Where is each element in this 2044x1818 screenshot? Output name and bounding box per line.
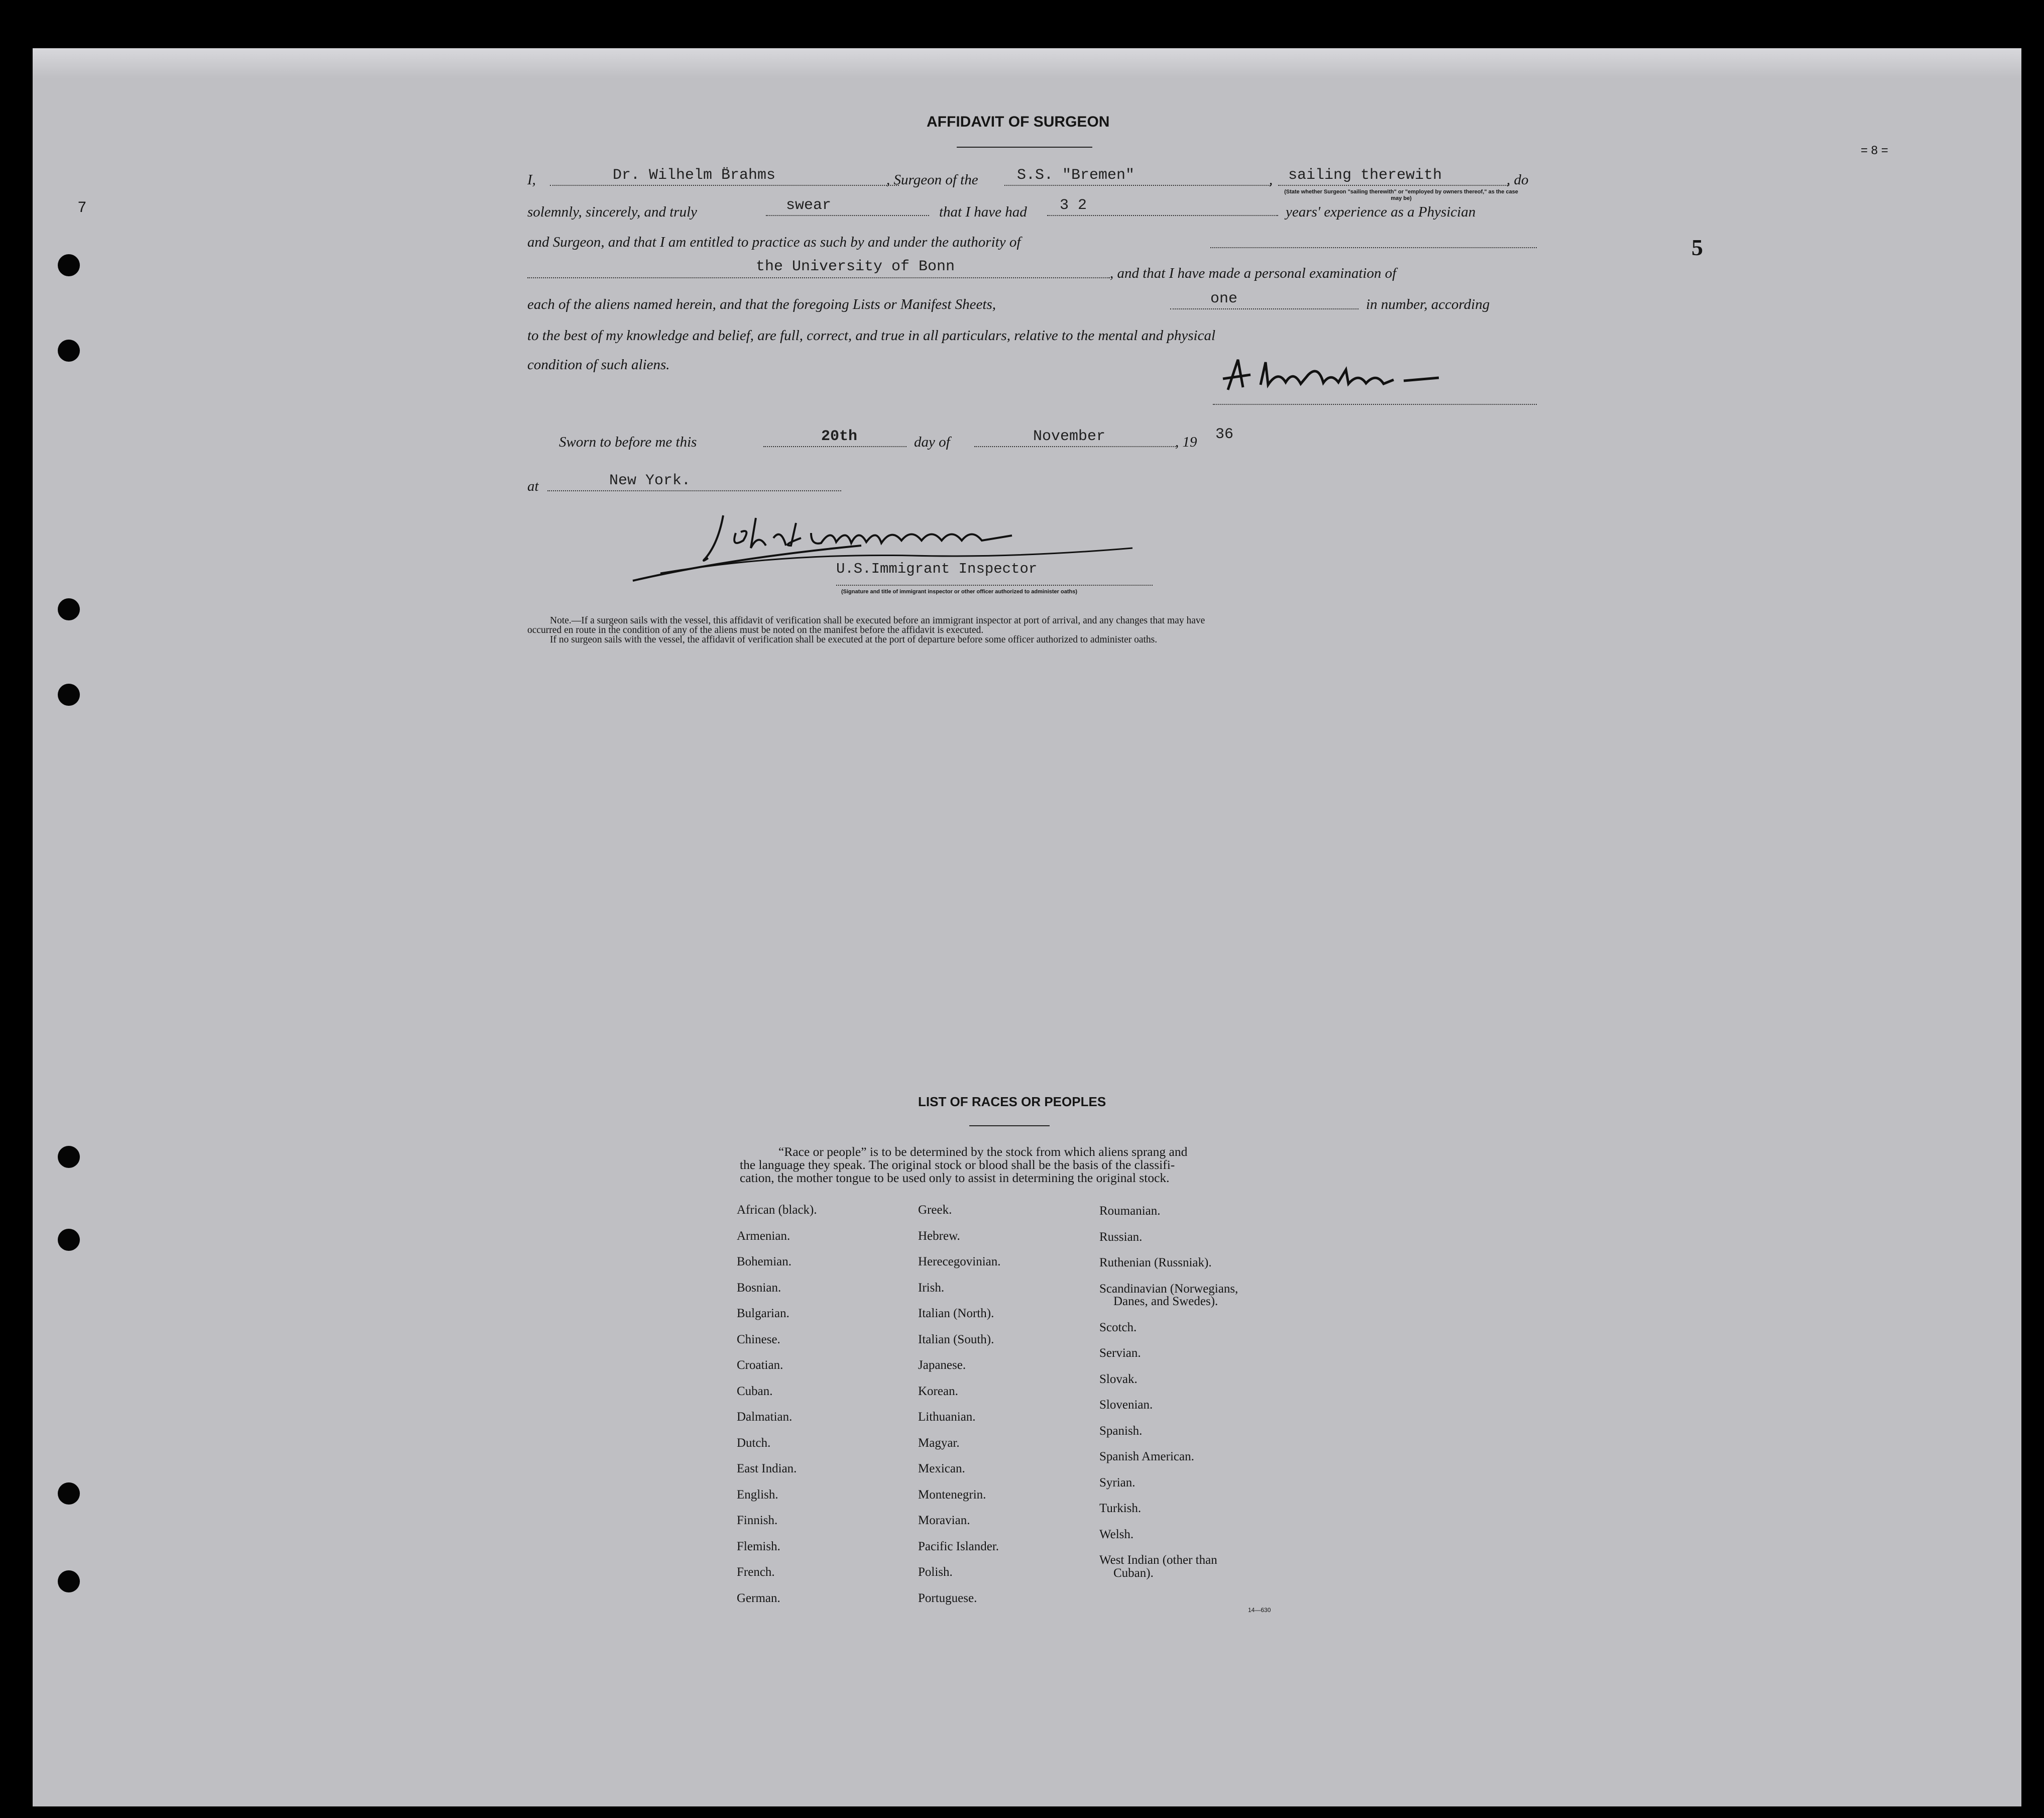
margin-tick: 7: [78, 199, 86, 216]
name-line: [550, 185, 899, 186]
years-exp-label: years' experience as a Physician: [1286, 204, 1476, 220]
punch-hole: [58, 340, 80, 362]
race-item: Scandinavian (Norwegians,: [1099, 1281, 1238, 1296]
oath-word: swear: [786, 197, 832, 214]
race-item: Welsh.: [1099, 1527, 1134, 1541]
surgeon-name: Dr. Wilhelm B̈rahms: [613, 167, 776, 184]
race-item: Lithuanian.: [918, 1410, 976, 1424]
race-item: French.: [737, 1565, 775, 1579]
race-item: Syrian.: [1099, 1475, 1135, 1489]
surgeon-signature: [1213, 350, 1504, 405]
do-label: , do: [1507, 172, 1529, 188]
inspector-caption: (Signature and title of immigrant inspector or other officer authorized to administer oaths): [841, 589, 1077, 595]
swear-line: [766, 215, 929, 216]
punch-hole: [58, 684, 80, 706]
punch-hole: [58, 1570, 80, 1592]
exam-label: , and that I have made a personal examination of: [1110, 265, 1397, 281]
sworn-place: New York.: [609, 472, 691, 489]
pronoun-i: I,: [527, 172, 536, 188]
authority-value: the University of Bonn: [756, 258, 955, 275]
place-line: [547, 490, 841, 491]
race-item: Moravian.: [918, 1514, 970, 1527]
punch-hole: [58, 1146, 80, 1168]
authority-line-2: [527, 277, 1110, 278]
page-number: 5: [1691, 235, 1703, 260]
sailing-caption: (State whether Surgeon "sailing therewith" or "employed by owners thereof," as the case may be): [1284, 189, 1518, 201]
form-code: 14—630: [1248, 1607, 1271, 1614]
race-item: Magyar.: [918, 1436, 960, 1450]
year-suffix: 36: [1215, 426, 1234, 443]
race-item: Montenegrin.: [918, 1487, 986, 1502]
surgeon-of-label: , Surgeon of the: [886, 172, 978, 188]
race-item: Mexican.: [918, 1462, 965, 1475]
race-item: Hebrew.: [918, 1229, 960, 1243]
solemnly-label: solemnly, sincerely, and truly: [527, 204, 698, 220]
surgeon-signature-line: [1213, 404, 1537, 405]
race-item: Turkish.: [1099, 1502, 1142, 1516]
races-intro-2: the language they speak. The original stock or blood shall be the basis of the classifi-: [740, 1157, 1175, 1172]
race-item: Spanish American.: [1099, 1450, 1194, 1464]
race-item: English.: [737, 1487, 778, 1502]
races-intro-3: cation, the mother tongue to be used only to assist in determining the original stock.: [740, 1170, 1170, 1185]
punch-hole: [58, 598, 80, 620]
note-line-3: If no surgeon sails with the vessel, the affidavit of verification shall be executed at the port of departure before some officer authorized to administer oaths.: [550, 634, 1158, 645]
years-line: [1047, 215, 1278, 216]
years-value: 3 2: [1060, 197, 1087, 214]
race-item: Pacific Islander.: [918, 1539, 999, 1553]
race-item: Irish.: [918, 1280, 945, 1295]
comma: ,: [1269, 172, 1273, 188]
that-had-label: that I have had: [939, 204, 1027, 220]
races-intro-1: “Race or people” is to be determined by the stock from which aliens sprang and: [778, 1144, 1188, 1159]
race-item: Slovenian.: [1099, 1398, 1153, 1412]
race-item: Danes, and Swedes).: [1113, 1295, 1218, 1309]
race-item: Spanish.: [1099, 1424, 1143, 1438]
race-item: Greek.: [918, 1203, 952, 1217]
race-item: Croatian.: [737, 1358, 783, 1372]
race-item: Slovak.: [1099, 1372, 1138, 1386]
race-item: Korean.: [918, 1384, 958, 1398]
race-item: Servian.: [1099, 1346, 1141, 1360]
sailing-status: sailing therewith: [1288, 167, 1442, 184]
sworn-label: Sworn to before me this: [559, 434, 697, 450]
races-title: LIST OF RACES OR PEOPLES: [918, 1094, 1106, 1109]
sheets-line: [1170, 308, 1358, 309]
title-rule: [957, 147, 1092, 148]
corner-mark: = 8 =: [1861, 144, 1888, 157]
month-line: [974, 446, 1178, 447]
race-item: East Indian.: [737, 1462, 797, 1475]
inspector-line: [836, 585, 1153, 586]
foregoing-label: each of the aliens named herein, and that the foregoing Lists or Manifest Sheets,: [527, 296, 996, 312]
best-knowledge-text: to the best of my knowledge and belief, are full, correct, and true in all particulars, relative to the mental and physical: [527, 328, 1216, 344]
race-item: Ruthenian (Russniak).: [1099, 1256, 1212, 1269]
race-item: German.: [737, 1591, 780, 1605]
race-item: Italian (South).: [918, 1332, 994, 1346]
race-item: Cuban.: [737, 1384, 773, 1398]
race-item: Dalmatian.: [737, 1410, 792, 1424]
at-label: at: [527, 478, 539, 494]
race-item: Flemish.: [737, 1539, 780, 1553]
authority-line-1: [1210, 247, 1537, 248]
race-item: Bohemian.: [737, 1255, 792, 1268]
page-fold-shadow: [33, 48, 2021, 78]
note-line-2: occurred en route in the condition of any of the aliens must be noted on the manifest before the affidavit is executed.: [527, 625, 984, 635]
sailing-line: [1278, 185, 1509, 186]
in-number-label: in number, according: [1366, 296, 1490, 312]
race-item: Italian (North).: [918, 1307, 994, 1320]
punch-hole: [58, 254, 80, 276]
day-line: [763, 446, 906, 447]
race-item: Dutch.: [737, 1436, 771, 1450]
condition-text: condition of such aliens.: [527, 357, 670, 373]
race-item: Portuguese.: [918, 1591, 977, 1605]
race-item: African (black).: [737, 1203, 817, 1217]
race-item: Armenian.: [737, 1229, 790, 1243]
sworn-month: November: [1033, 428, 1106, 445]
race-item: Scotch.: [1099, 1320, 1137, 1334]
ship-name: S.S. "Bremen": [1017, 167, 1135, 184]
race-item: Herecegovinian.: [918, 1255, 1001, 1268]
race-item: Japanese.: [918, 1358, 966, 1372]
authority-label: and Surgeon, and that I am entitled to practice as such by and under the authority of: [527, 234, 1021, 250]
race-item: Cuban).: [1113, 1566, 1154, 1580]
race-item: Bosnian.: [737, 1280, 781, 1295]
year-prefix: , 19: [1175, 434, 1197, 450]
race-item: West Indian (other than: [1099, 1553, 1217, 1567]
inspector-title: U.S.Immigrant Inspector: [836, 561, 1038, 577]
sworn-day: 20th: [821, 428, 858, 445]
day-of-label: day of: [914, 434, 950, 450]
race-item: Finnish.: [737, 1514, 778, 1527]
race-item: Roumanian.: [1099, 1204, 1161, 1218]
punch-hole: [58, 1229, 80, 1251]
document-page: [33, 48, 2021, 1806]
affidavit-title: AFFIDAVIT OF SURGEON: [927, 114, 1110, 130]
punch-hole: [58, 1482, 80, 1505]
ship-line: [1004, 185, 1271, 186]
races-title-rule: [969, 1125, 1050, 1126]
sheets-count: one: [1210, 290, 1238, 307]
race-item: Polish.: [918, 1565, 953, 1579]
race-item: Bulgarian.: [737, 1307, 789, 1320]
race-item: Russian.: [1099, 1230, 1143, 1244]
race-item: Chinese.: [737, 1332, 780, 1346]
note-line-1: Note.—If a surgeon sails with the vessel, this affidavit of verification shall be executed before an immigrant inspector at port of arrival, and any changes that may have: [550, 615, 1205, 626]
